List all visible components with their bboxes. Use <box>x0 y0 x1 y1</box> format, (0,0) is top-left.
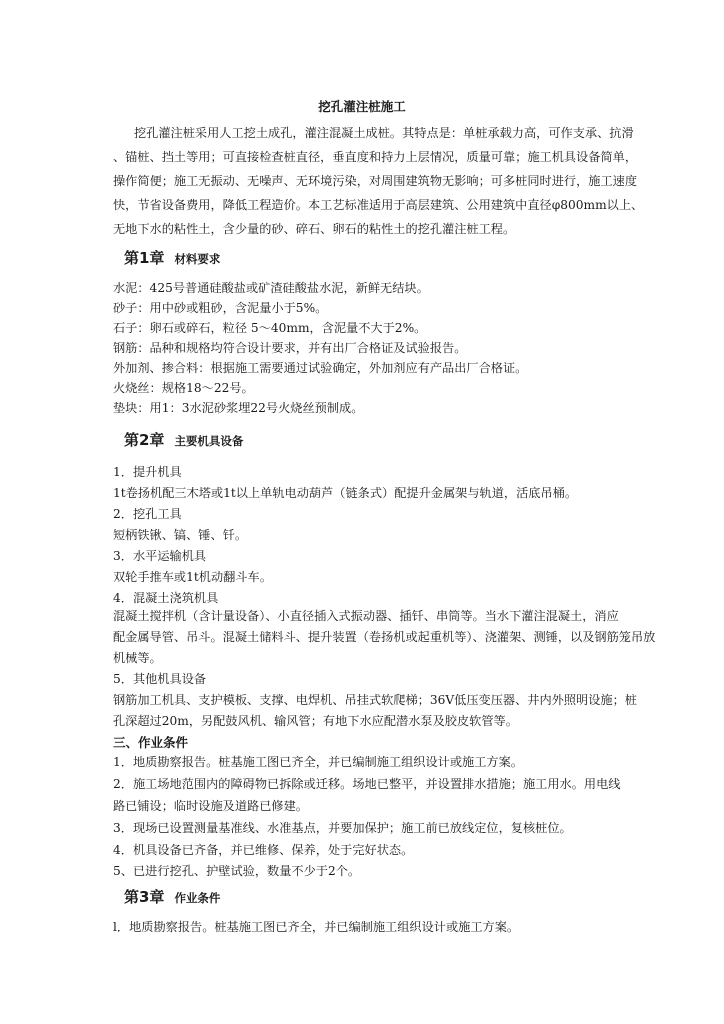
equipment-line: 配金属导管、吊斗。混凝土储料斗、提升装置（卷扬机或起重机等）、浇灌架、测锤，以及钢筋笼吊放 <box>113 630 656 644</box>
condition-line: l．地质勘察报告。桩基施工图已齐全，并已编制施工组织设计或施工方案。 <box>113 920 520 934</box>
material-item: 外加剂、掺合料：根据施工需要通过试验确定，外加剂应有产品出厂合格证。 <box>113 361 528 375</box>
intro-line: 挖孔灌注桩采用人工挖土成孔，灌注混凝土成桩。其特点是：单桩承载力高，可作支承、抗滑 <box>134 126 634 140</box>
equipment-line: 机械等。 <box>113 651 162 665</box>
document-title: 挖孔灌注桩施工 <box>318 99 406 114</box>
material-item: 石子：卵石或碎石，粒径 5～40mm，含泥量不大于2%。 <box>113 321 427 335</box>
section-3-heading: 三、作业条件 <box>113 735 189 750</box>
chapter-1-heading <box>124 247 220 268</box>
equipment-line: 1t卷扬机配三木塔或1t以上单轨电动葫芦（链条式）配提升金属架与轨道，活底吊桶。 <box>113 486 578 500</box>
intro-line: 无地下水的粘性土，含少量的砂、碎石、卵石的粘性土的挖孔灌注桩工程。 <box>113 222 516 236</box>
equipment-line: 孔深超过20m，另配鼓风机、输风管；有地下水应配潜水泵及胶皮软管等。 <box>113 714 518 728</box>
chapter-title: 作业条件 <box>174 891 221 905</box>
condition-line: 路已铺设；临时设施及道路已修建。 <box>113 799 308 813</box>
condition-line: 2．施工场地范围内的障碍物已拆除或迁移。场地已整平，并设置排水措施；施工用水。用电线 <box>113 777 621 791</box>
intro-line: 操作简便；施工无振动、无噪声、无环境污染，对周围建筑物无影响；可多桩同时进行，施工速度 <box>113 174 638 188</box>
equipment-line: 短柄铁锹、镐、锤、钎。 <box>113 528 248 542</box>
chapter-number: 第1章 <box>124 249 165 267</box>
equipment-line: 2．挖孔工具 <box>113 507 182 521</box>
equipment-line: 钢筋加工机具、支护模板、支撑、电焊机、吊挂式软爬梯；36V低压变压器、井内外照明设施；桩 <box>113 693 637 707</box>
chapter-number: 第2章 <box>124 431 165 449</box>
equipment-line: 双轮手推车或1t机动翻斗车。 <box>113 570 272 584</box>
equipment-line: 1．提升机具 <box>113 465 182 479</box>
equipment-line: 混凝土搅拌机（含计量设备）、小直径插入式振动器、插钎、串筒等。当水下灌注混凝土，消应 <box>113 609 619 623</box>
condition-line: 3．现场已设置测量基准线、水准基点，并要加保护；施工前已放线定位，复核桩位。 <box>113 821 572 835</box>
intro-line: 快，节省设备费用，降低工程造价。本工艺标准适用于高层建筑、公用建筑中直径φ800mm以上、 <box>113 198 644 212</box>
material-item: 钢筋：品种和规格均符合设计要求，并有出厂合格证及试验报告。 <box>113 341 467 355</box>
chapter-2-heading <box>124 429 243 450</box>
condition-line: 1．地质勘察报告。桩基施工图已齐全，并已编制施工组织设计或施工方案。 <box>113 755 523 769</box>
material-item: 砂子：用中砂或粗砂，含泥量小于5%。 <box>113 301 328 315</box>
condition-line: 4．机具设备已齐备，并已维修、保养，处于完好状态。 <box>113 843 414 857</box>
chapter-title: 材料要求 <box>174 252 221 266</box>
material-item: 火烧丝：规格18～22号。 <box>113 381 254 395</box>
material-item: 水泥：425号普通硅酸盐或矿渣硅酸盐水泥，新鲜无结块。 <box>113 281 429 295</box>
material-item: 垫块：用1：3水泥砂浆埋22号火烧丝预制成。 <box>113 401 364 415</box>
condition-line: 5、已进行挖孔、护壁试验，数量不少于2个。 <box>113 864 361 878</box>
chapter-title: 主要机具设备 <box>174 434 244 448</box>
chapter-3-heading <box>124 886 220 907</box>
equipment-line: 4．混凝土浇筑机具 <box>113 591 219 605</box>
equipment-line: 3．水平运输机具 <box>113 549 207 563</box>
chapter-number: 第3章 <box>124 888 165 906</box>
intro-line: 、锚桩、挡土等用；可直接检查桩直径，垂直度和持力上层情况，质量可靠；施工机具设备简单， <box>113 150 638 164</box>
equipment-line: 5．其他机具设备 <box>113 672 207 686</box>
